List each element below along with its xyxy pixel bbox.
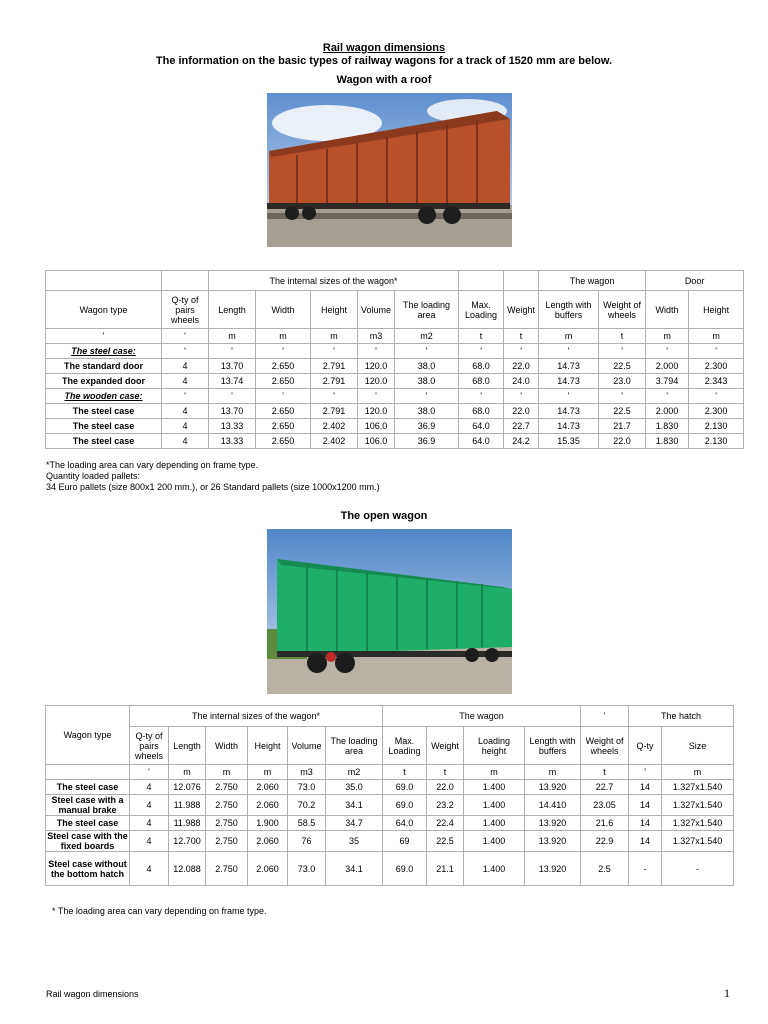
wagon-type-cell: Steel case without the bottom hatch bbox=[46, 852, 130, 886]
value-cell: 12.700 bbox=[169, 831, 206, 852]
value-cell: 2.650 bbox=[256, 374, 311, 389]
value-cell: 68.0 bbox=[459, 359, 504, 374]
footer-title: Rail wagon dimensions bbox=[46, 989, 139, 999]
value-cell: 2.402 bbox=[311, 434, 358, 449]
wagon-type-cell: Steel case with a manual brake bbox=[46, 795, 130, 816]
value-cell: 3.794 bbox=[646, 374, 689, 389]
page-number: 1 bbox=[724, 986, 730, 1000]
section2-note: * The loading area can vary depending on frame type. bbox=[52, 906, 267, 916]
value-cell: 4 bbox=[130, 780, 169, 795]
value-cell: ' bbox=[459, 344, 504, 359]
unit-cell bbox=[46, 765, 130, 780]
value-cell: ' bbox=[539, 344, 599, 359]
value-cell: 13.920 bbox=[525, 831, 581, 852]
value-cell: 22.5 bbox=[427, 831, 464, 852]
value-cell: ' bbox=[459, 389, 504, 404]
value-cell: 22.7 bbox=[504, 419, 539, 434]
value-cell: 2.650 bbox=[256, 359, 311, 374]
value-cell: ' bbox=[689, 344, 744, 359]
wagon-type-cell: The steel case bbox=[46, 404, 162, 419]
unit-cell: m bbox=[311, 329, 358, 344]
value-cell: ' bbox=[646, 344, 689, 359]
value-cell: 106.0 bbox=[358, 434, 395, 449]
value-cell: 4 bbox=[130, 816, 169, 831]
value-cell: 4 bbox=[130, 795, 169, 816]
col-header: Volume bbox=[358, 291, 395, 329]
unit-cell: ' bbox=[629, 765, 662, 780]
value-cell: 70.2 bbox=[288, 795, 326, 816]
col-header: The loading area bbox=[395, 291, 459, 329]
value-cell: 38.0 bbox=[395, 374, 459, 389]
wagon-type-cell: The steel case bbox=[46, 419, 162, 434]
group-header-internal: The internal sizes of the wagon* bbox=[209, 271, 459, 291]
value-cell: 34.7 bbox=[326, 816, 383, 831]
unit-cell: m2 bbox=[395, 329, 459, 344]
unit-cell: m bbox=[689, 329, 744, 344]
col-header: Height bbox=[248, 727, 288, 765]
col-header: Wagon type bbox=[46, 291, 162, 329]
value-cell: 1.830 bbox=[646, 419, 689, 434]
col-header: The loading area bbox=[326, 727, 383, 765]
value-cell: 22.7 bbox=[581, 780, 629, 795]
value-cell: 22.0 bbox=[504, 359, 539, 374]
value-cell: 1.400 bbox=[464, 795, 525, 816]
value-cell: - bbox=[629, 852, 662, 886]
value-cell: 14.73 bbox=[539, 359, 599, 374]
value-cell: 4 bbox=[130, 852, 169, 886]
value-cell: 58.5 bbox=[288, 816, 326, 831]
value-cell: ' bbox=[504, 389, 539, 404]
value-cell: 24.0 bbox=[504, 374, 539, 389]
value-cell: 120.0 bbox=[358, 374, 395, 389]
table-row bbox=[46, 419, 744, 434]
unit-cell: m bbox=[539, 329, 599, 344]
note-line: Quantity loaded pallets: bbox=[46, 471, 141, 481]
value-cell: 22.9 bbox=[581, 831, 629, 852]
wagon-type-cell: The standard door bbox=[46, 359, 162, 374]
col-header: Weight of wheels bbox=[581, 727, 629, 765]
value-cell: ' bbox=[395, 389, 459, 404]
wagon-type-cell: The steel case bbox=[46, 434, 162, 449]
value-cell: 14.73 bbox=[539, 374, 599, 389]
unit-cell: m bbox=[206, 765, 248, 780]
value-cell: 2.750 bbox=[206, 852, 248, 886]
page-title: Rail wagon dimensions bbox=[322, 42, 446, 54]
wagon-type-cell: The wooden case: bbox=[46, 389, 162, 404]
value-cell: 76 bbox=[288, 831, 326, 852]
col-header: Length bbox=[209, 291, 256, 329]
value-cell: 2.791 bbox=[311, 359, 358, 374]
value-cell: ' bbox=[311, 344, 358, 359]
value-cell: 13.920 bbox=[525, 816, 581, 831]
value-cell: 22.5 bbox=[599, 359, 646, 374]
value-cell: 38.0 bbox=[395, 404, 459, 419]
wagon-type-cell: The steel case bbox=[46, 816, 130, 831]
col-header: Size bbox=[662, 727, 734, 765]
value-cell: 2.650 bbox=[256, 404, 311, 419]
value-cell: 14.73 bbox=[539, 404, 599, 419]
value-cell: 11.988 bbox=[169, 795, 206, 816]
table-row bbox=[46, 374, 744, 389]
note-line: *The loading area can vary depending on frame type. bbox=[46, 460, 259, 470]
value-cell: 13.33 bbox=[209, 434, 256, 449]
unit-cell: m bbox=[464, 765, 525, 780]
value-cell: 22.0 bbox=[427, 780, 464, 795]
value-cell: ' bbox=[504, 344, 539, 359]
table-row bbox=[46, 852, 734, 886]
group-header-door: Door bbox=[646, 271, 744, 291]
wagon-type-cell: The expanded door bbox=[46, 374, 162, 389]
unit-cell: m2 bbox=[326, 765, 383, 780]
group-header-wagon: The wagon bbox=[383, 706, 581, 727]
value-cell: 2.791 bbox=[311, 404, 358, 419]
unit-cell: t bbox=[427, 765, 464, 780]
value-cell: 1.400 bbox=[464, 831, 525, 852]
value-cell: 2.130 bbox=[689, 434, 744, 449]
value-cell: 2.750 bbox=[206, 816, 248, 831]
roofed-wagon-table bbox=[45, 270, 744, 449]
wagon-type-cell: Steel case with the fixed boards bbox=[47, 831, 128, 851]
value-cell: 69.0 bbox=[383, 852, 427, 886]
section1-heading: Wagon with a roof bbox=[336, 74, 432, 86]
col-header: Length bbox=[169, 727, 206, 765]
value-cell: 34.1 bbox=[326, 795, 383, 816]
value-cell: ' bbox=[539, 389, 599, 404]
value-cell: 1.900 bbox=[248, 816, 288, 831]
value-cell: 12.088 bbox=[169, 852, 206, 886]
value-cell: 22.0 bbox=[599, 434, 646, 449]
value-cell: 23.2 bbox=[427, 795, 464, 816]
value-cell: 2.300 bbox=[689, 359, 744, 374]
value-cell: 2.5 bbox=[581, 852, 629, 886]
value-cell: 11.988 bbox=[169, 816, 206, 831]
value-cell: 2.300 bbox=[689, 404, 744, 419]
unit-cell: m3 bbox=[358, 329, 395, 344]
value-cell: 120.0 bbox=[358, 359, 395, 374]
value-cell: 23.05 bbox=[581, 795, 629, 816]
unit-cell: ' bbox=[162, 329, 209, 344]
value-cell: 120.0 bbox=[358, 404, 395, 419]
value-cell: 23.0 bbox=[599, 374, 646, 389]
value-cell: 34.1 bbox=[326, 852, 383, 886]
value-cell: 36.9 bbox=[395, 434, 459, 449]
value-cell: 13.33 bbox=[209, 419, 256, 434]
open-wagon-rows bbox=[46, 780, 734, 886]
value-cell: 4 bbox=[162, 374, 209, 389]
unit-cell: m bbox=[525, 765, 581, 780]
col-header: Height bbox=[311, 291, 358, 329]
table-row bbox=[46, 816, 734, 831]
value-cell: 69.0 bbox=[383, 795, 427, 816]
value-cell: 22.5 bbox=[599, 404, 646, 419]
value-cell: 4 bbox=[162, 434, 209, 449]
col-header: Wagon type bbox=[46, 706, 130, 765]
note-line: 34 Euro pallets (size 800x1 200 mm.), or 26 Standard pallets (size 1000x1200 mm.) bbox=[46, 482, 380, 492]
header-blank bbox=[46, 271, 162, 291]
value-cell: ' bbox=[689, 389, 744, 404]
value-cell: 14 bbox=[629, 795, 662, 816]
value-cell: 69.0 bbox=[383, 780, 427, 795]
value-cell: 4 bbox=[130, 831, 169, 852]
header-blank bbox=[459, 271, 504, 291]
value-cell: 14 bbox=[629, 831, 662, 852]
col-header: Loading height bbox=[464, 727, 525, 765]
value-cell: 2.000 bbox=[646, 359, 689, 374]
roofed-wagon-rows bbox=[46, 344, 744, 449]
unit-cell: m bbox=[662, 765, 734, 780]
value-cell: 4 bbox=[162, 404, 209, 419]
value-cell: 13.920 bbox=[525, 780, 581, 795]
unit-cell: ' bbox=[46, 329, 162, 344]
value-cell: 68.0 bbox=[459, 374, 504, 389]
value-cell: ' bbox=[358, 344, 395, 359]
unit-cell: m bbox=[248, 765, 288, 780]
value-cell: 64.0 bbox=[459, 434, 504, 449]
header-blank bbox=[162, 271, 209, 291]
value-cell: ' bbox=[599, 344, 646, 359]
value-cell: 2.000 bbox=[646, 404, 689, 419]
value-cell: 13.70 bbox=[209, 404, 256, 419]
unit-cell: t bbox=[599, 329, 646, 344]
value-cell: ' bbox=[162, 344, 209, 359]
value-cell: 13.920 bbox=[525, 852, 581, 886]
value-cell: 64.0 bbox=[383, 816, 427, 831]
value-cell: 68.0 bbox=[459, 404, 504, 419]
unit-cell: m bbox=[169, 765, 206, 780]
value-cell: 64.0 bbox=[459, 419, 504, 434]
col-header: Weight of wheels bbox=[599, 291, 646, 329]
value-cell: 2.791 bbox=[311, 374, 358, 389]
open-wagon-table bbox=[45, 705, 734, 886]
unit-cell: m3 bbox=[288, 765, 326, 780]
value-cell: 15.35 bbox=[539, 434, 599, 449]
col-header: Weight bbox=[427, 727, 464, 765]
value-cell: 4 bbox=[162, 359, 209, 374]
table-row bbox=[46, 795, 734, 816]
unit-cell: t bbox=[504, 329, 539, 344]
group-header-internal: The internal sizes of the wagon* bbox=[130, 706, 383, 727]
value-cell: ' bbox=[395, 344, 459, 359]
value-cell: ' bbox=[256, 344, 311, 359]
section2-heading: The open wagon bbox=[340, 510, 428, 522]
value-cell: 14 bbox=[629, 780, 662, 795]
wagon-type-cell: The steel case bbox=[46, 780, 130, 795]
value-cell: 2.130 bbox=[689, 419, 744, 434]
value-cell: 2.060 bbox=[248, 831, 288, 852]
value-cell: 1.400 bbox=[464, 852, 525, 886]
value-cell: 69 bbox=[383, 831, 427, 852]
wagon-type-cell: The steel case: bbox=[46, 344, 162, 359]
value-cell: 21.6 bbox=[581, 816, 629, 831]
value-cell: 2.650 bbox=[256, 419, 311, 434]
table-row bbox=[46, 404, 744, 419]
value-cell: ' bbox=[311, 389, 358, 404]
value-cell: 12.076 bbox=[169, 780, 206, 795]
value-cell: 2.750 bbox=[206, 795, 248, 816]
value-cell: ' bbox=[209, 389, 256, 404]
unit-cell: ' bbox=[130, 765, 169, 780]
value-cell: 2.650 bbox=[256, 434, 311, 449]
table-row bbox=[46, 359, 744, 374]
col-header: Width bbox=[646, 291, 689, 329]
value-cell: 2.060 bbox=[248, 852, 288, 886]
value-cell: 2.060 bbox=[248, 795, 288, 816]
value-cell: 2.343 bbox=[689, 374, 744, 389]
group-header-hatch: The hatch bbox=[629, 706, 734, 727]
value-cell: ' bbox=[209, 344, 256, 359]
value-cell: 1.400 bbox=[464, 816, 525, 831]
value-cell: - bbox=[662, 852, 734, 886]
unit-cell: m bbox=[646, 329, 689, 344]
value-cell: ' bbox=[358, 389, 395, 404]
col-header: Height bbox=[689, 291, 744, 329]
value-cell: ' bbox=[646, 389, 689, 404]
table-row bbox=[46, 344, 744, 359]
page-subtitle: The information on the basic types of railway wagons for a track of 1520 mm are below. bbox=[155, 55, 613, 67]
value-cell: 4 bbox=[162, 419, 209, 434]
col-header: Length with buffers bbox=[539, 291, 599, 329]
unit-cell: m bbox=[209, 329, 256, 344]
group-header-mark: ' bbox=[581, 706, 629, 727]
value-cell: 35.0 bbox=[326, 780, 383, 795]
open-wagon-photo bbox=[267, 529, 512, 694]
value-cell: 2.750 bbox=[206, 831, 248, 852]
value-cell: 21.1 bbox=[427, 852, 464, 886]
value-cell: 22.4 bbox=[427, 816, 464, 831]
col-header: Q-ty bbox=[629, 727, 662, 765]
value-cell: 35 bbox=[326, 831, 383, 852]
value-cell: 2.750 bbox=[206, 780, 248, 795]
col-header: Width bbox=[256, 291, 311, 329]
value-cell: 106.0 bbox=[358, 419, 395, 434]
col-header: Volume bbox=[288, 727, 326, 765]
value-cell: ' bbox=[162, 389, 209, 404]
value-cell: 73.0 bbox=[288, 852, 326, 886]
col-header: Max. Loading bbox=[383, 727, 427, 765]
value-cell: 73.0 bbox=[288, 780, 326, 795]
col-header: Q-ty of pairs wheels bbox=[162, 291, 209, 329]
value-cell: 1.327x1.540 bbox=[662, 780, 734, 795]
header-blank bbox=[504, 271, 539, 291]
section1-notes bbox=[46, 460, 380, 493]
table-row bbox=[46, 434, 744, 449]
value-cell: 1.327x1.540 bbox=[662, 795, 734, 816]
value-cell: 1.830 bbox=[646, 434, 689, 449]
col-header: Max. Loading bbox=[459, 291, 504, 329]
value-cell: 36.9 bbox=[395, 419, 459, 434]
table-row bbox=[46, 780, 734, 795]
value-cell: 24.2 bbox=[504, 434, 539, 449]
col-header: Weight bbox=[504, 291, 539, 329]
table-row bbox=[46, 389, 744, 404]
value-cell: 2.402 bbox=[311, 419, 358, 434]
value-cell: 2.060 bbox=[248, 780, 288, 795]
col-header: Width bbox=[206, 727, 248, 765]
group-header-wagon: The wagon bbox=[539, 271, 646, 291]
col-header: Q-ty of pairs wheels bbox=[130, 727, 169, 765]
table-row bbox=[46, 831, 734, 852]
roofed-wagon-photo bbox=[267, 93, 512, 247]
value-cell: 14 bbox=[629, 816, 662, 831]
value-cell: 38.0 bbox=[395, 359, 459, 374]
value-cell: 21.7 bbox=[599, 419, 646, 434]
value-cell: 1.400 bbox=[464, 780, 525, 795]
unit-cell: m bbox=[256, 329, 311, 344]
value-cell: 22.0 bbox=[504, 404, 539, 419]
value-cell: 14.73 bbox=[539, 419, 599, 434]
unit-cell: t bbox=[383, 765, 427, 780]
value-cell: 1.327x1.540 bbox=[662, 816, 734, 831]
unit-cell: t bbox=[459, 329, 504, 344]
value-cell: 1.327x1.540 bbox=[662, 831, 734, 852]
value-cell: 13.70 bbox=[209, 359, 256, 374]
value-cell: 13.74 bbox=[209, 374, 256, 389]
value-cell: ' bbox=[256, 389, 311, 404]
value-cell: 14.410 bbox=[525, 795, 581, 816]
unit-cell: t bbox=[581, 765, 629, 780]
col-header: Length with buffers bbox=[525, 727, 581, 765]
value-cell: ' bbox=[599, 389, 646, 404]
